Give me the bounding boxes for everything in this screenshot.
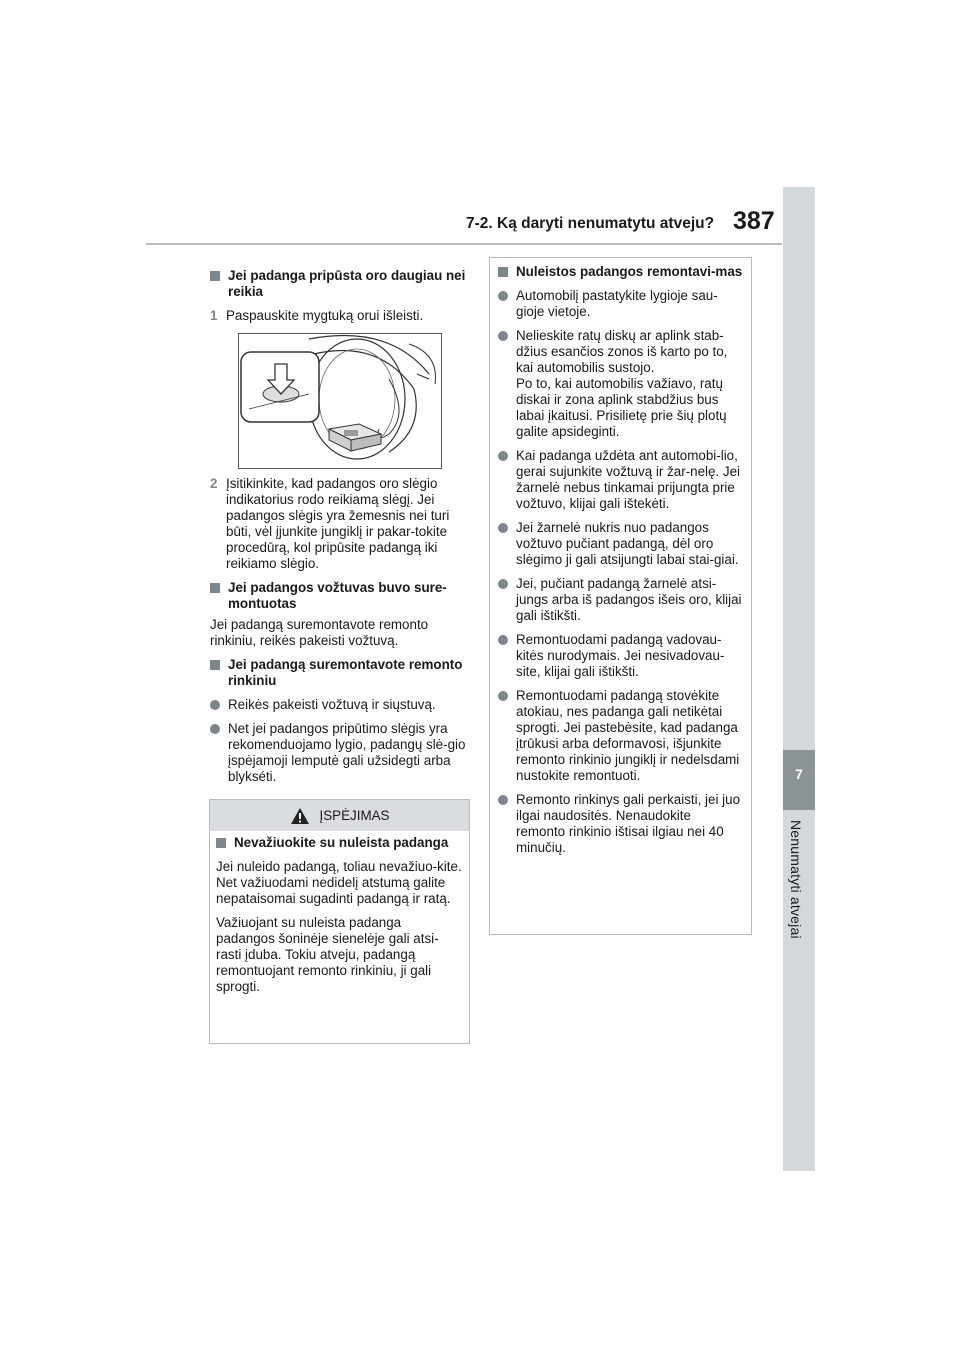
bullet-item: [498, 688, 743, 784]
round-bullet-icon: [210, 724, 220, 734]
square-bullet-icon: [216, 838, 226, 848]
bullet-text: Jei, pučiant padangą žarnelė atsi-jungs arba iš padangos išeis oro, klijai gali ištikšti.: [516, 576, 742, 623]
chapter-label: Nenumatyti atvejai: [788, 820, 804, 939]
bullet-text: Remontuodami padangą stovėkite atokiau, nes padanga gali netikėtai sprogti. Jei pastebėsite, kad padanga įtrūkusi arba deformavosi, išjunkite remonto rinkinio jungiklį ir nedelsdami nustokite remontuoti.: [516, 688, 740, 783]
heading-text: Jei padangą suremontavote remonto rinkiniu: [228, 657, 463, 688]
bullet-item: [498, 328, 743, 440]
warning-body: [210, 831, 469, 995]
warning-triangle-icon: [290, 807, 310, 825]
round-bullet-icon: [498, 795, 508, 805]
square-bullet-icon: [210, 660, 220, 670]
step-text: Įsitikinkite, kad padangos oro slėgio indikatorius rodo reikiamą slėgį. Jei padangos slėgis yra žemesnis nei turi būti, vėl įjunkite jungiklį ir pakar-tokite procedūrą, kol pripūsite padangą iki reikiamo slėgio.: [226, 476, 450, 571]
round-bullet-icon: [498, 691, 508, 701]
bullet-item: [210, 697, 466, 713]
round-bullet-icon: [210, 700, 220, 710]
bullet-item: [498, 520, 743, 568]
round-bullet-icon: [498, 635, 508, 645]
heading-text: Nuleistos padangos remontavi-mas: [516, 264, 743, 279]
left-column: [210, 268, 466, 324]
step-number: 2: [210, 476, 218, 491]
tire-repair-kit-drawing: [239, 334, 441, 468]
repair-kit-illustration: [238, 333, 442, 469]
round-bullet-icon: [498, 523, 508, 533]
repair-notes-body: [490, 258, 751, 856]
paragraph: Jei padangą suremontavote remonto rinkiniu, reikės pakeisti vožtuvą.: [210, 617, 429, 648]
warning-box: [209, 799, 470, 1044]
step-number: 1: [210, 308, 218, 323]
header-divider: [146, 243, 782, 245]
step-2: [210, 476, 466, 572]
bullet-item: [498, 288, 743, 320]
section-heading: [498, 264, 743, 280]
step-1: [210, 308, 466, 324]
bullet-text: Nelieskite ratų diskų ar aplink stab-džius esančios zonos iš karto po to, kai automobilis sustojo. Po to, kai automobilis važiavo, ratų diskai ir zona aplink stabdžius bus labai įkaitusi. Prisilietę prie šių plotų galite apsideginti.: [516, 328, 728, 439]
warning-paragraph: Jei nuleido padangą, toliau nevažiuo-kite. Net važiuodami nedidelį atstumą galite nepataisomai sugadinti padangą ir ratą.: [216, 859, 462, 906]
square-bullet-icon: [210, 271, 220, 281]
step-text: Paspauskite mygtuką orui išleisti.: [226, 308, 424, 323]
warning-header: [210, 800, 469, 831]
chapter-number: 7: [795, 766, 803, 782]
section-heading: [210, 580, 466, 612]
bullet-text: Net jei padangos pripūtimo slėgis yra rekomenduojamo lygio, padangų slė-gio įspėjamoji lemputė gali užsidegti arba blykséti.: [228, 721, 466, 784]
bullet-item: [498, 792, 743, 856]
round-bullet-icon: [498, 451, 508, 461]
round-bullet-icon: [498, 291, 508, 301]
heading-text: Jei padanga pripūsta oro daugiau nei reikia: [228, 268, 466, 299]
bullet-text: Automobilį pastatykite lygioje sau-gioje vietoje.: [516, 288, 718, 319]
warning-title: ĮSPĖJIMAS: [319, 808, 390, 823]
round-bullet-icon: [498, 331, 508, 341]
bullet-text: Remontuodami padangą vadovau-kitės nurodymais. Jei nesivadovau-site, klijai gali ištikšti.: [516, 632, 725, 679]
page-number: 387: [733, 207, 775, 235]
round-bullet-icon: [498, 579, 508, 589]
left-column-lower: [210, 476, 466, 785]
repair-notes-box: [489, 257, 752, 935]
warning-heading: [216, 835, 463, 851]
heading-text: Nevažiuokite su nuleista padanga: [234, 835, 449, 850]
square-bullet-icon: [498, 267, 508, 277]
bullet-text: Jei žarnelė nukris nuo padangos vožtuvo pučiant padangą, dėl oro slėgimo ji gali atsijungti labai stai-giai.: [516, 520, 739, 567]
section-heading: [210, 657, 466, 689]
bullet-item: [210, 721, 466, 785]
bullet-text: Remonto rinkinys gali perkaisti, jei juo ilgai naudositės. Nenaudokite remonto rinkinio ištisai ilgiau nei 40 minučių.: [516, 792, 741, 855]
chapter-side-tab: [783, 187, 815, 1171]
bullet-text: Kai padanga uždėta ant automobi-lio, gerai sujunkite vožtuvą ir žar-nelę. Jei žarnelė nebus tinkamai prijungta prie vožtuvo, klijai gali ištekėti.: [516, 448, 741, 511]
section-title: 7-2. Ką daryti nenumatytu atveju?: [466, 215, 715, 232]
heading-text: Jei padangos vožtuvas buvo sure-montuotas: [228, 580, 447, 611]
bullet-item: [498, 576, 743, 624]
square-bullet-icon: [210, 583, 220, 593]
section-heading: [210, 268, 466, 300]
bullet-text: Reikės pakeisti vožtuvą ir siųstuvą.: [228, 697, 436, 712]
warning-paragraph: Važiuojant su nuleista padanga padangos šoninėje sienelėje gali atsi-rasti įduba. Tokiu atveju, padangą remontuojant remonto rinkiniu, ji gali sprogti.: [216, 915, 439, 994]
bullet-item: [498, 448, 743, 512]
bullet-item: [498, 632, 743, 680]
